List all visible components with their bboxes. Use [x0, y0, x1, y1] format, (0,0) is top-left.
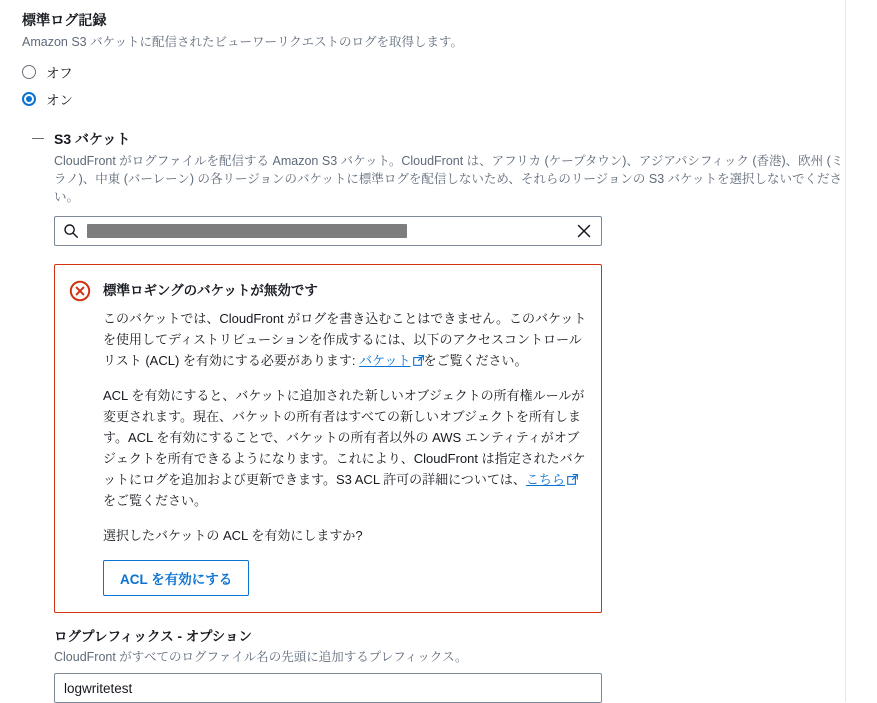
s3-bucket-search-value: [87, 224, 407, 238]
radio-label-off: オフ: [46, 66, 73, 81]
expander-dash-icon: [32, 138, 44, 139]
bucket-invalid-alert: [54, 264, 602, 613]
alert-paragraph-1-tail: をご覧ください。: [423, 353, 528, 368]
log-prefix-input[interactable]: [54, 673, 602, 703]
log-prefix-field: [54, 625, 877, 703]
enable-acl-button[interactable]: ACL を有効にする: [103, 560, 249, 596]
log-prefix-description: CloudFront がすべてのログファイル名の先頭に追加するプレフィックス。: [54, 650, 468, 664]
s3-acl-docs-link[interactable]: こちら: [525, 472, 565, 487]
external-link-icon: [413, 351, 424, 362]
s3-bucket-search-input[interactable]: [54, 216, 602, 246]
alert-paragraph-1: [103, 308, 587, 371]
alert-paragraph-2-tail: をご覧ください。: [103, 493, 208, 508]
bucket-acl-link[interactable]: バケット: [359, 353, 411, 368]
s3-bucket-description: CloudFront がログファイルを配信する Amazon S3 バケット。CloudFront は、アフリカ (ケープタウン)、アジアパシフィック (香港)、欧州 (ミラノ)、中東 (バーレーン) の各リージョンのバケットに標準ログを配信しないため、それらのリージョンの S3 バケットを選択しないでください。: [54, 154, 844, 204]
radio-option-on[interactable]: [22, 87, 877, 111]
alert-paragraph-2-text: ACL を有効にすると、バケットに追加された新しいオブジェクトの所有権ルールが変更されます。現在、バケットの所有者はすべての新しいオブジェクトを所有します。ACL を有効にすることで、バケットの所有者以外の AWS エンティティがオブジェクトを所有できるようになります。これにより、CloudFront は指定されたバケットにログを追加および更新できます。S3 ACL 許可の詳細については、: [103, 388, 586, 487]
s3-bucket-section: [22, 129, 877, 613]
alert-title: 標準ロギングのバケットが無効です: [103, 283, 318, 298]
search-icon: [63, 223, 79, 239]
radio-button-on[interactable]: [22, 92, 36, 106]
log-prefix-label: ログプレフィックス - オプション: [54, 629, 253, 644]
external-link-icon-2: [567, 470, 578, 481]
section-title-standard-logging: 標準ログ記録: [22, 12, 107, 28]
section-description-standard-logging: Amazon S3 バケットに配信されたビューワーリクエストのログを取得します。: [22, 35, 463, 49]
radio-label-on: オン: [46, 93, 73, 108]
alert-paragraph-1-text: このバケットでは、CloudFront がログを書き込むことはできません。このバケットを使用してディストリビューションを作成するには、以下のアクセスコントロールリスト (ACL) を有効にする必要があります:: [103, 311, 587, 368]
s3-bucket-title: S3 バケット: [54, 131, 131, 147]
alert-question: 選択したバケットの ACL を有効にしますか?: [103, 528, 363, 543]
alert-paragraph-2: [103, 385, 587, 511]
standard-logging-radio-group: [22, 60, 877, 111]
alert-body: [103, 279, 587, 596]
error-circle-icon: [69, 280, 91, 302]
close-icon[interactable]: [576, 223, 592, 239]
radio-button-off[interactable]: [22, 65, 36, 79]
radio-option-off[interactable]: [22, 60, 877, 84]
